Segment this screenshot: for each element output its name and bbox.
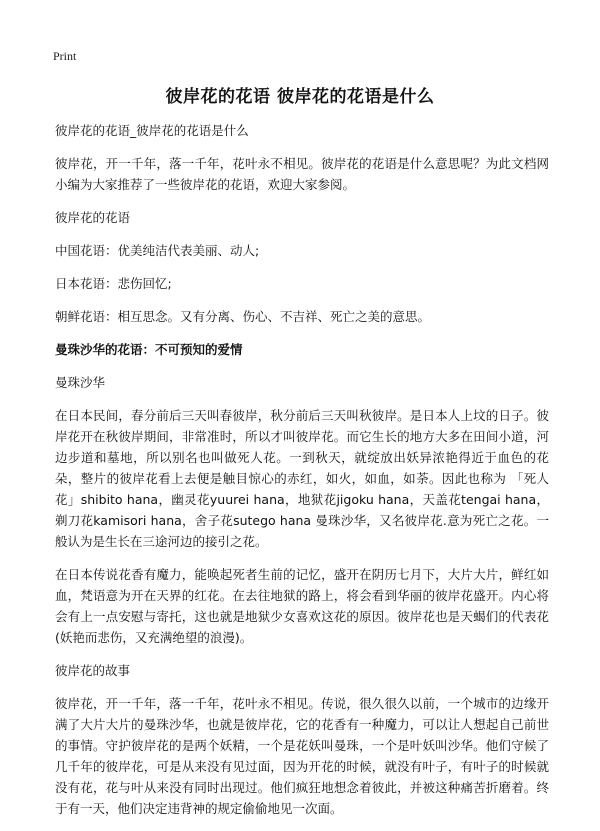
article-body: [55, 120, 549, 831]
page-title: 彼岸花的花语 彼岸花的花语是什么: [165, 87, 435, 107]
paragraph-korea-meaning: 朝鲜花语：相互思念。又有分离、伤心、不吉祥、死亡之美的意思。: [55, 309, 431, 324]
paragraph-intro: 彼岸花，开一千年，落一千年，花叶永不相见。彼岸花的花语是什么意思呢？为此文档网小编为大家推荐了一些彼岸花的花语，欢迎大家参阅。: [55, 156, 549, 192]
paragraph-story: 彼岸花，开一千年，落一千年，花叶永不相见。传说，很久很久以前，一个城市的边缘开满了大片大片的曼珠沙华，也就是彼岸花，它的花香有一种魔力，可以让人想起自己前世的事情。守护彼岸花的是两个妖精，一个是花妖叫曼珠，一个是叶妖叫沙华。他们守候了几千年的彼岸花，可是从来没有见过面，因为开花的时候，就没有叶子，有叶子的时候就没有花，花与叶从来没有同时出现过。他们疯狂地想念着彼此，并被这种痛苦折磨着。终于有一天，他们决定违背神的规定偷偷地见一次面。: [55, 696, 549, 816]
print-label: Print: [53, 49, 77, 63]
paragraph-subtitle: 彼岸花的花语_彼岸花的花语是什么: [55, 123, 249, 138]
paragraph-china-meaning: 中国花语：优美纯洁代表美丽、动人;: [55, 243, 260, 258]
paragraph-japan-folk: 在日本民间，春分前后三天叫春彼岸，秋分前后三天叫秋彼岸。是日本人上坟的日子。彼岸花开在秋彼岸期间，非常准时，所以才叫彼岸花。而它生长的地方大多在田间小道，河边步道和墓地，所以别名也叫做死人花。一到秋天，就绽放出妖异浓艳得近于血色的花朵，整片的彼岸花看上去便是触目惊心的赤红，如火，如血，如荼。因此也称为 「死人花」shibito hana，幽灵花yuurei hana，地狱花jigoku hana，天盖花tengai hana，剃刀花kamisori hana，舍子花sutego hana 曼珠沙华，又名彼岸花.意为死亡之花。一般认为是生长在三途河边的接引之花。: [55, 408, 549, 549]
paragraph-japan-legend: 在日本传说花香有魔力，能唤起死者生前的记忆，盛开在阴历七月下，大片大片，鲜红如血，梵语意为开在天界的红花。在去往地狱的路上，将会看到华丽的彼岸花盛开。内心将会有上一点安慰与寄托，这也就是地狱少女喜欢这花的原因。彼岸花也是天蝎们的代表花(妖艳而悲伤，又充满绝望的浪漫)。: [55, 567, 549, 645]
paragraph-japan-meaning: 日本花语：悲伤回忆;: [55, 276, 172, 291]
section-heading-manjusaka-meaning: 曼珠沙华的花语：不可预知的爱情: [55, 342, 243, 357]
section-heading-flower-language: 彼岸花的花语: [55, 210, 131, 225]
section-heading-story: 彼岸花的故事: [55, 663, 131, 678]
section-heading-manjusaka: 曼珠沙华: [55, 375, 106, 390]
